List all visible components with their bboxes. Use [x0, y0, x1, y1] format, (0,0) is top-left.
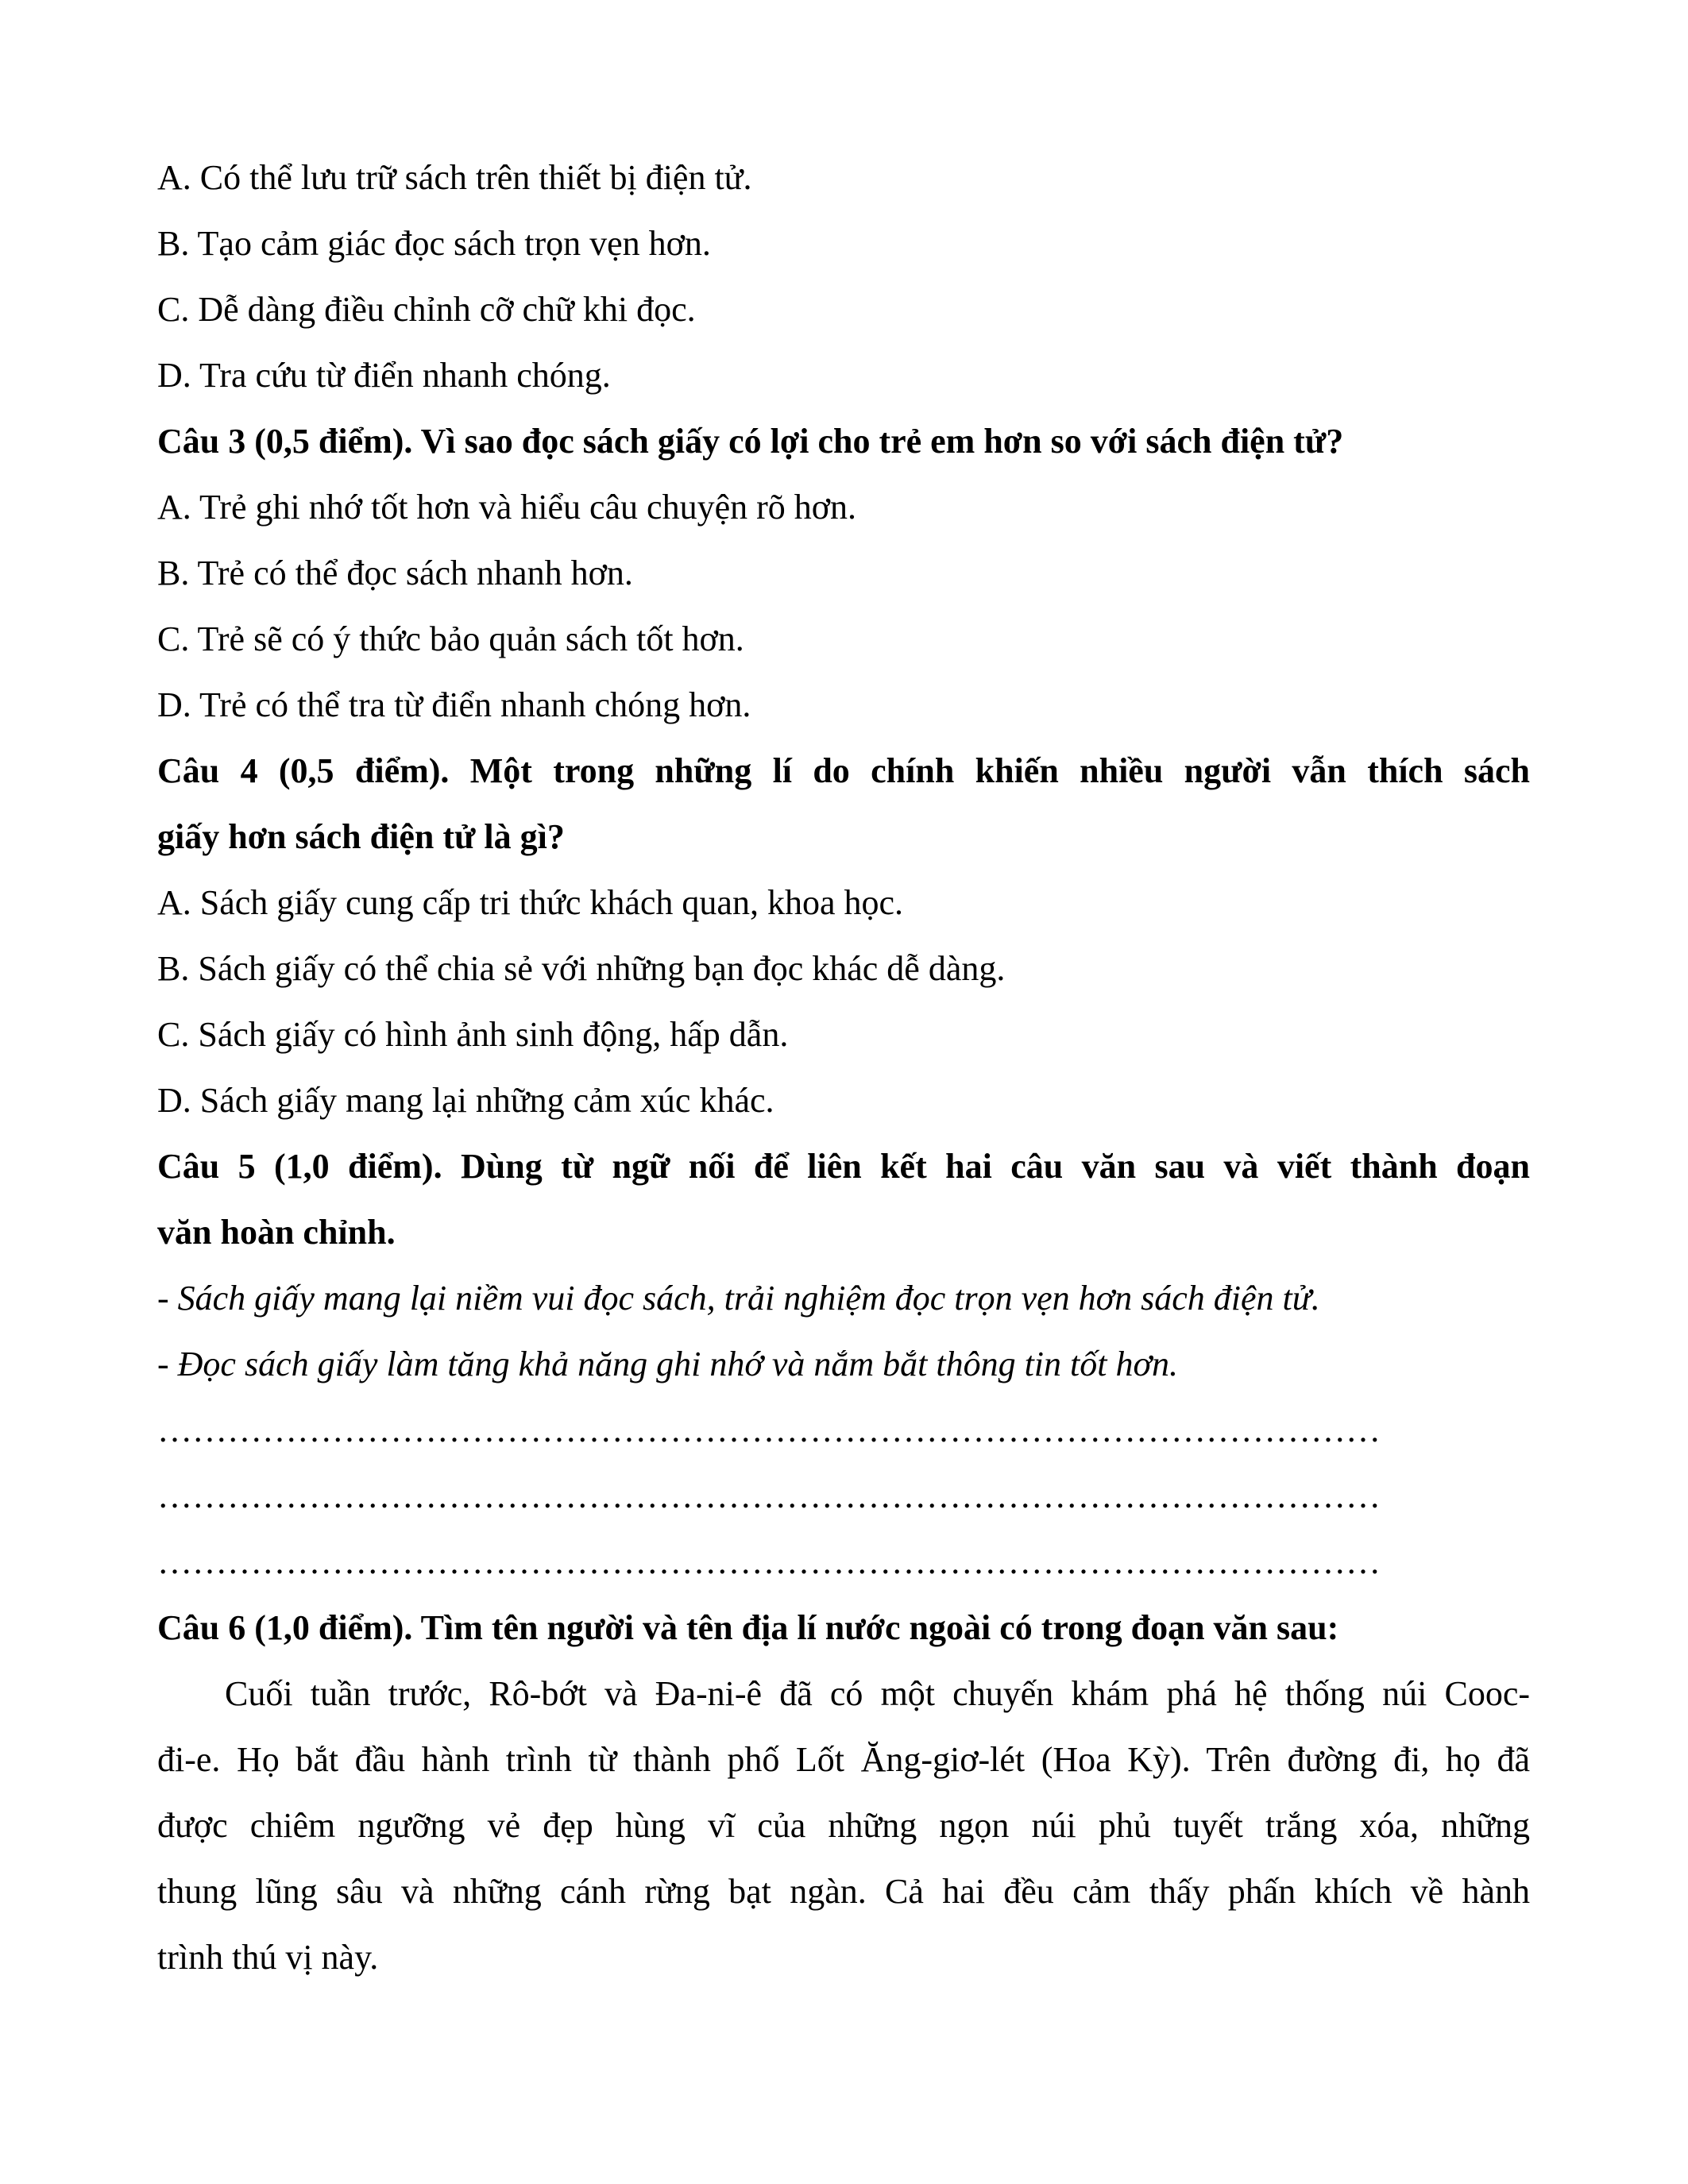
q6-paragraph-line4: thung lũng sâu và những cánh rừng bạt ngàn. Cả hai đều cảm thấy phấn khích về hành [157, 1872, 1530, 1911]
exam-page [157, 145, 1530, 1990]
q3-option-d: D. Trẻ có thể tra từ điển nhanh chóng hơn. [157, 685, 751, 724]
q4-option-c: C. Sách giấy có hình ảnh sinh động, hấp dẫn. [157, 1015, 789, 1054]
q4-title-line2: giấy hơn sách điện tử là gì? [157, 817, 565, 856]
q3-title: Câu 3 (0,5 điểm). Vì sao đọc sách giấy có lợi cho trẻ em hơn so với sách điện tử? [157, 422, 1344, 461]
q2-option-b: B. Tạo cảm giác đọc sách trọn vẹn hơn. [157, 224, 711, 263]
q3-option-c: C. Trẻ sẽ có ý thức bảo quản sách tốt hơn. [157, 619, 744, 658]
answer-line-1[interactable]: …………………………………………………………………………………………… [157, 1410, 1381, 1449]
q4-title-line1: Câu 4 (0,5 điểm). Một trong những lí do chính khiến nhiều người vẫn thích sách [157, 751, 1530, 790]
q2-option-c: C. Dễ dàng điều chỉnh cỡ chữ khi đọc. [157, 290, 696, 329]
q6-title: Câu 6 (1,0 điểm). Tìm tên người và tên địa lí nước ngoài có trong đoạn văn sau: [157, 1608, 1339, 1647]
q6-paragraph-line2: đi-e. Họ bắt đầu hành trình từ thành phố Lốt Ăng-giơ-lét (Hoa Kỳ). Trên đường đi, họ đã [157, 1740, 1530, 1779]
q5-title-line2: văn hoàn chỉnh. [157, 1213, 396, 1252]
q2-option-a: A. Có thể lưu trữ sách trên thiết bị điện tử. [157, 158, 752, 197]
q6-paragraph-line5: trình thú vị này. [157, 1938, 379, 1977]
q6-paragraph-line1: Cuối tuần trước, Rô-bớt và Đa-ni-ê đã có một chuyến khám phá hệ thống núi Cooc- [225, 1674, 1530, 1713]
q5-title-line1: Câu 5 (1,0 điểm). Dùng từ ngữ nối để liên kết hai câu văn sau và viết thành đoạn [157, 1147, 1530, 1186]
answer-line-3[interactable]: …………………………………………………………………………………………… [157, 1542, 1381, 1581]
q5-sentence-2: - Đọc sách giấy làm tăng khả năng ghi nhớ và nắm bắt thông tin tốt hơn. [157, 1345, 1178, 1383]
q5-sentence-1: - Sách giấy mang lại niềm vui đọc sách, trải nghiệm đọc trọn vẹn hơn sách điện tử. [157, 1279, 1320, 1318]
q2-option-d: D. Tra cứu từ điển nhanh chóng. [157, 356, 611, 395]
q4-option-d: D. Sách giấy mang lại những cảm xúc khác. [157, 1081, 774, 1120]
answer-line-2[interactable]: …………………………………………………………………………………………… [157, 1476, 1381, 1515]
q4-option-b: B. Sách giấy có thể chia sẻ với những bạn đọc khác dễ dàng. [157, 949, 1006, 988]
q4-option-a: A. Sách giấy cung cấp tri thức khách quan, khoa học. [157, 883, 903, 922]
q3-option-a: A. Trẻ ghi nhớ tốt hơn và hiểu câu chuyện rõ hơn. [157, 488, 857, 527]
q3-option-b: B. Trẻ có thể đọc sách nhanh hơn. [157, 554, 633, 592]
q6-paragraph-line3: được chiêm ngưỡng vẻ đẹp hùng vĩ của những ngọn núi phủ tuyết trắng xóa, những [157, 1806, 1530, 1845]
